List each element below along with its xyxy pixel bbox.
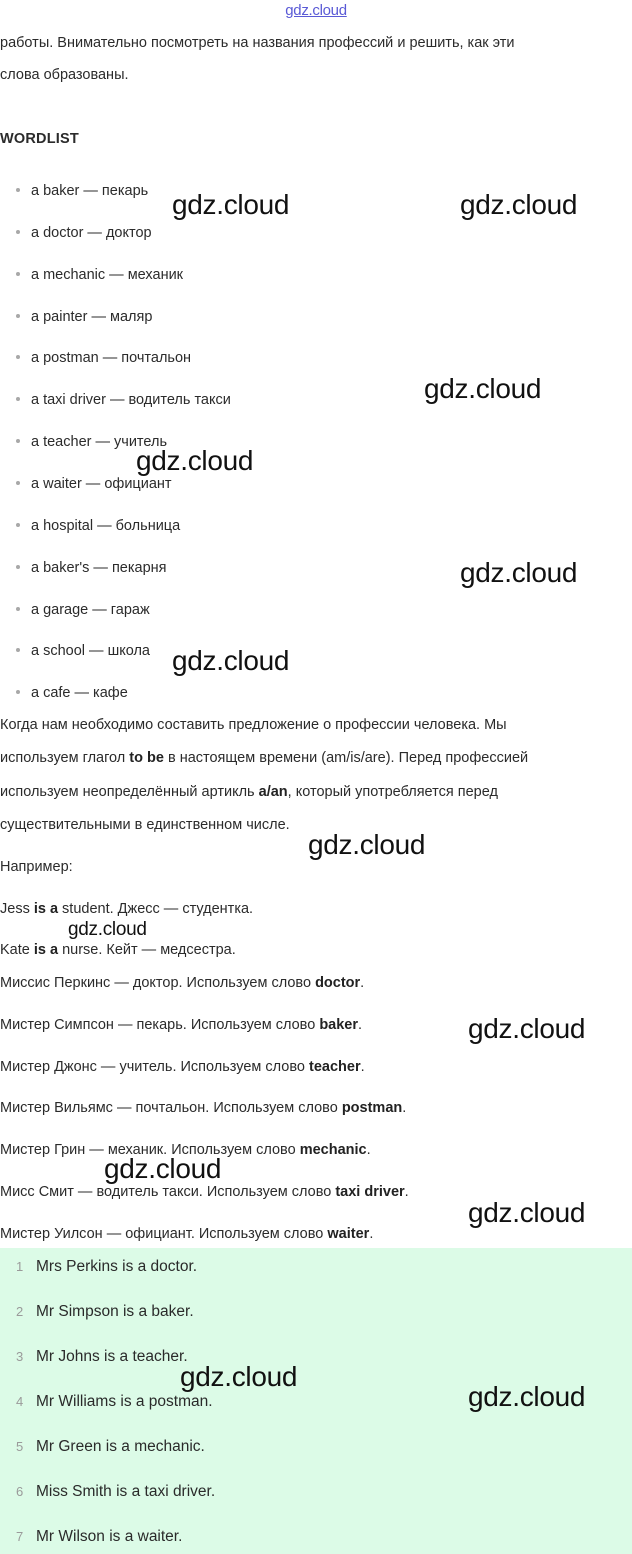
bullet-icon <box>16 690 20 694</box>
bullet-icon <box>16 355 20 359</box>
answer-number: 3 <box>16 1349 24 1364</box>
wordlist-item: a waiter — официант <box>16 474 172 494</box>
answer-item: 4 Mr Williams is a postman. <box>16 1393 213 1410</box>
intro-line-2: слова образованы. <box>0 67 129 83</box>
bullet-icon <box>16 523 20 527</box>
wordlist-item: a baker's — пекарня <box>16 558 167 578</box>
answer-number: 5 <box>16 1439 24 1454</box>
watermark: gdz.cloud <box>424 373 542 404</box>
answer-item: 6 Miss Smith is a taxi driver. <box>16 1483 216 1500</box>
hint-line: Мисс Смит — водитель такси. Используем слово taxi driver. <box>0 1184 409 1200</box>
bullet-icon <box>16 481 20 485</box>
example-line: Jess is a student. Джесс — студентка. <box>0 901 254 917</box>
explanation-line-4: существительными в единственном числе. <box>0 817 290 833</box>
wordlist-item: a painter — маляр <box>16 307 152 327</box>
wordlist-item: a mechanic — механик <box>16 265 183 285</box>
watermark: gdz.cloud <box>136 445 254 476</box>
hint-line: Мистер Уилсон — официант. Используем слово waiter. <box>0 1226 374 1242</box>
hint-line: Миссис Перкинс — доктор. Используем слово doctor. <box>0 975 365 991</box>
watermark: gdz.cloud <box>180 1361 298 1392</box>
bullet-icon <box>16 314 20 318</box>
watermark: gdz.cloud <box>468 1197 586 1228</box>
bullet-icon <box>16 230 20 234</box>
answer-item: 5 Mr Green is a mechanic. <box>16 1438 205 1455</box>
wordlist-item: a doctor — доктор <box>16 223 152 243</box>
explanation-line-2: используем глагол to be в настоящем времени (am/is/are). Перед профессией <box>0 750 529 766</box>
bullet-icon <box>16 272 20 276</box>
answer-number: 7 <box>16 1529 24 1544</box>
hint-line: Мистер Джонс — учитель. Используем слово teacher. <box>0 1059 365 1075</box>
answer-number: 2 <box>16 1304 24 1319</box>
wordlist-item: a cafe — кафе <box>16 683 128 703</box>
watermark: gdz.cloud <box>468 1013 586 1044</box>
hint-line: Мистер Симпсон — пекарь. Используем слово baker. <box>0 1017 363 1033</box>
watermark: gdz.cloud <box>460 189 578 220</box>
watermark: gdz.cloud <box>308 829 426 860</box>
bullet-icon <box>16 565 20 569</box>
answer-item: 2 Mr Simpson is a baker. <box>16 1303 194 1320</box>
watermark: gdz.cloud <box>172 189 290 220</box>
example-label: Например: <box>0 859 73 875</box>
bullet-icon <box>16 188 20 192</box>
hint-line: Мистер Вильямс — почтальон. Используем слово postman. <box>0 1100 407 1116</box>
answer-number: 4 <box>16 1394 24 1409</box>
wordlist-item: a baker — пекарь <box>16 181 148 201</box>
watermark: gdz.cloud <box>460 557 578 588</box>
hint-line: Мистер Грин — механик. Используем слово mechanic. <box>0 1142 371 1158</box>
intro-line-1: работы. Внимательно посмотреть на названия профессий и решить, как эти <box>0 35 515 51</box>
watermark: gdz.cloud <box>104 1153 222 1184</box>
answer-number: 1 <box>16 1259 24 1274</box>
bullet-icon <box>16 648 20 652</box>
answer-number: 6 <box>16 1484 24 1499</box>
watermark: gdz.cloud <box>468 1381 586 1412</box>
answer-item: 3 Mr Johns is a teacher. <box>16 1348 188 1365</box>
explanation-line-1: Когда нам необходимо составить предложение о профессии человека. Мы <box>0 717 507 733</box>
wordlist-item: a taxi driver — водитель такси <box>16 390 231 410</box>
bullet-icon <box>16 439 20 443</box>
watermark: gdz.cloud <box>172 645 290 676</box>
wordlist-item: a postman — почтальон <box>16 348 191 368</box>
bullet-icon <box>16 607 20 611</box>
wordlist-item: a teacher — учитель <box>16 432 167 452</box>
site-watermark-link[interactable]: gdz.cloud <box>285 2 347 19</box>
watermark: gdz.cloud <box>68 919 147 940</box>
answer-item: 7 Mr Wilson is a waiter. <box>16 1528 183 1545</box>
wordlist-item: a hospital — больница <box>16 516 180 536</box>
wordlist-heading: WORDLIST <box>0 131 79 147</box>
example-line: Kate is a nurse. Кейт — медсестра. <box>0 942 236 958</box>
explanation-line-3: используем неопределённый артикль a/an, который употребляется перед <box>0 784 498 800</box>
bullet-icon <box>16 397 20 401</box>
answer-item: 1 Mrs Perkins is a doctor. <box>16 1258 198 1275</box>
wordlist-item: a garage — гараж <box>16 600 150 620</box>
wordlist-item: a school — школа <box>16 641 150 661</box>
